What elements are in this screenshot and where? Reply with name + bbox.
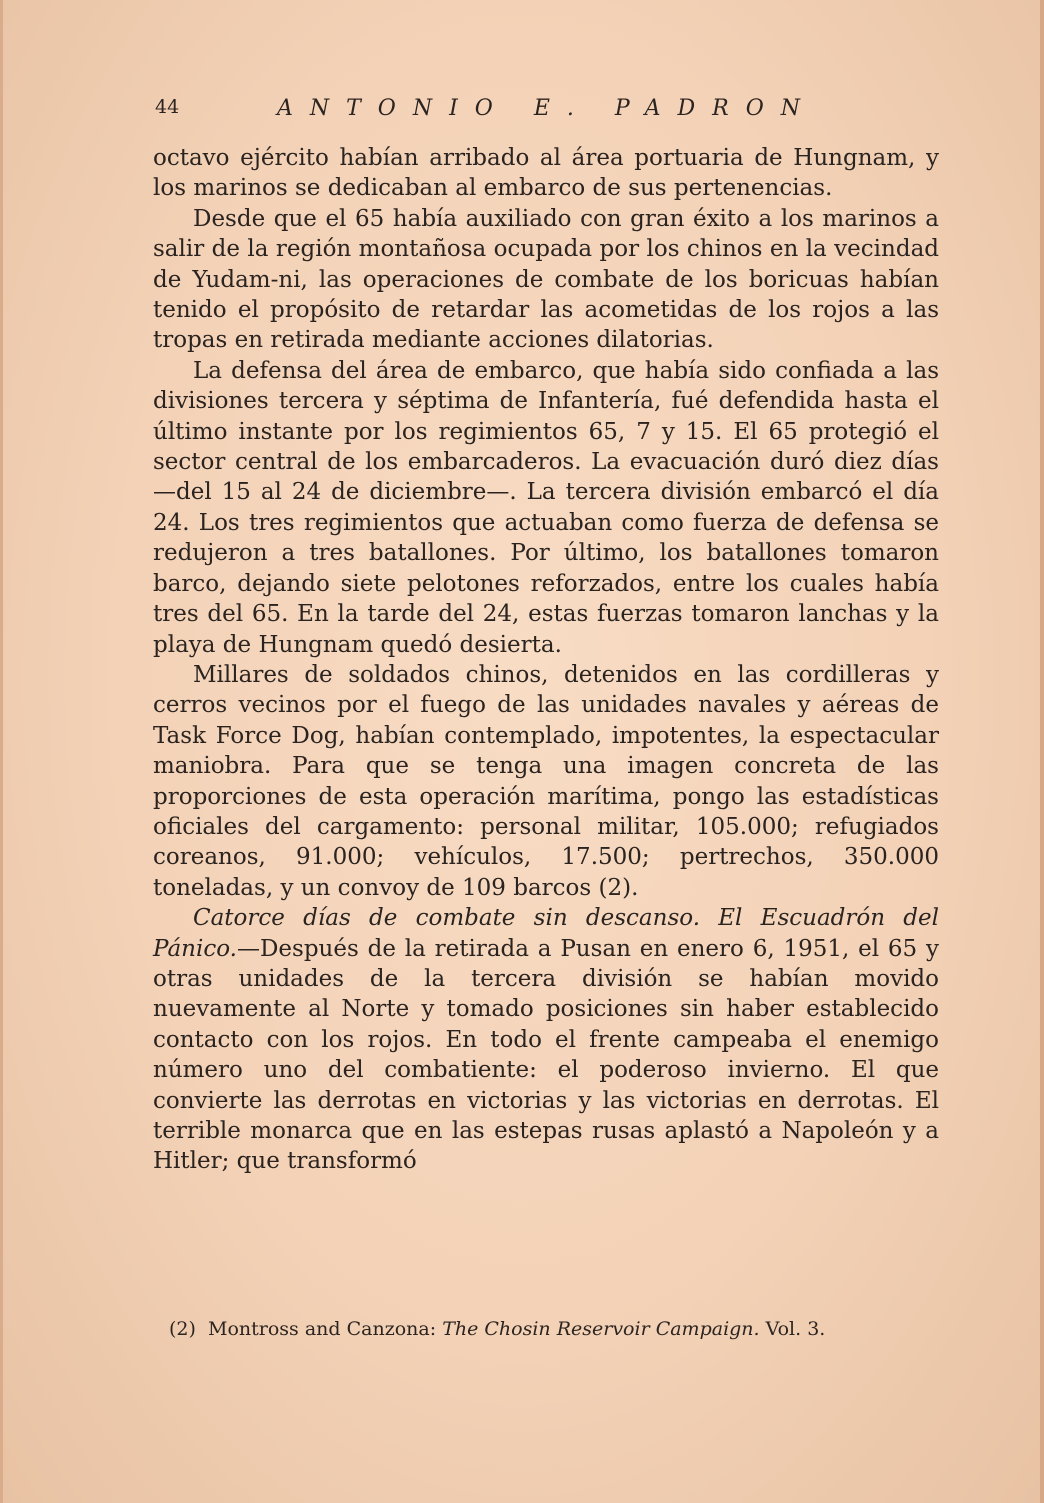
body-text [153,143,939,1177]
paragraph-5-text: —Después de la retirada a Pusan en enero 6, 1951, el 65 y otras unidades de la tercera división se habían movido nuevamente al Norte y tomado posiciones sin haber establecido contacto con los rojos. En todo el frente campeaba el enemigo número uno del combatiente: el poderoso invierno. El que convierte las derrotas en victorias y las victorias en derrotas. El terrible monarca que en las estepas rusas aplastó a Napoleón y a Hitler; que transformó [153,935,939,1175]
paragraph-1: octavo ejército habían arribado al área portuaria de Hungnam, y los marinos se dedicaban al embarco de sus pertenencias. [153,145,939,202]
running-head-author: ANTONIO E. PADRON [277,96,818,121]
paragraph-3: La defensa del área de embarco, que había sido confiada a las divisiones tercera y séptima de Infantería, fué defendida hasta el último instante por los regimientos 65, 7 y 15. El 65 protegió el sector central de los embarcaderos. La evacuación duró diez días—del 15 al 24 de diciembre—. La tercera división embarcó el día 24. Los tres regimientos que actuaban como fuerza de defensa se redujeron a tres batallones. Por último, los batallones tomaron barco, dejando siete pelotones reforzados, entre los cuales había tres del 65. En la tarde del 24, estas fuerzas tomaron lanchas y la playa de Hungnam quedó desierta. [153,357,939,658]
paragraph-5 [153,903,939,1177]
paragraph-2: Desde que el 65 había auxiliado con gran éxito a los marinos a salir de la región montañosa ocupada por los chinos en la vecindad de Yudam-ni, las operaciones de combate de los boricuas habían tenido el propósito de retardar las acometidas de los rojos a las tropas en retirada mediante acciones dilatorias. [153,205,939,354]
page-header [155,96,935,126]
paragraph-4: Millares de soldados chinos, detenidos en las cordilleras y cerros vecinos por el fuego de las unidades navales y aéreas de Task Force Dog, habían contemplado, impotentes, la espectacular maniobra. Para que se tenga una imagen concreta de las proporciones de esta operación marítima, pongo las estadísticas oficiales del cargamento: personal militar, 105.000; refugiados coreanos, 91.000; vehículos, 17.500; pertrechos, 350.000 toneladas, y un convoy de 109 barcos (2). [153,661,939,901]
section-heading: Catorce días de combate sin descanso. El Escuadrón del Pánico. [153,905,939,962]
footnote [169,1318,929,1340]
footnote-authors: Montross and Canzona: [208,1318,437,1340]
footnote-marker: (2) [169,1318,196,1340]
footnote-title: The Chosin Reservoir Campaign. [442,1318,760,1340]
footnote-volume: Vol. 3. [765,1318,826,1340]
page-number: 44 [155,96,180,118]
